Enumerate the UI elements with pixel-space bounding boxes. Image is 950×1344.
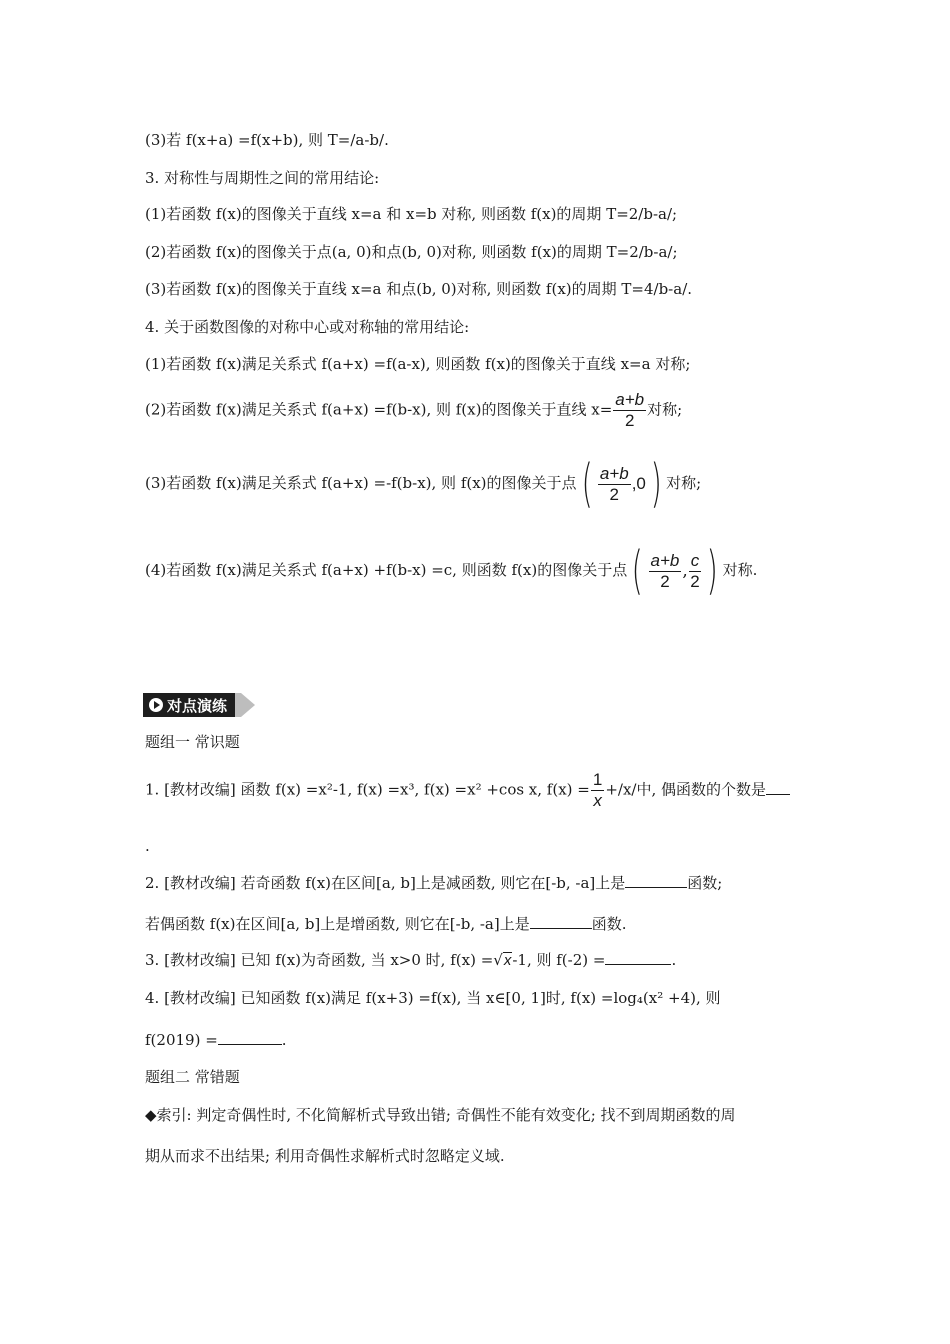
- question-2b-end: 函数.: [591, 915, 627, 933]
- index-note-line-1: ◆索引: 判定奇偶性时, 不化简解析式导致出错; 奇偶性不能有效变化; 找不到周期函数的周: [145, 1106, 736, 1124]
- group-2-title: 题组二 常错题: [145, 1068, 240, 1086]
- fraction: [591, 770, 604, 811]
- rule-4-2: [145, 390, 682, 431]
- rule-4-3: [145, 454, 702, 514]
- fraction: [598, 464, 631, 505]
- left-paren: (: [631, 541, 643, 601]
- fraction-denominator: 2: [609, 484, 619, 504]
- fraction-denominator: 2: [660, 571, 670, 591]
- question-1-text: 1. [教材改编] 函数 f(x) =x²-1, f(x) =x³, f(x) =x² +cos x, f(x) =: [145, 780, 590, 799]
- rule-4-1: (1)若函数 f(x)满足关系式 f(a+x) =f(a-x), 则函数 f(x)的图像关于直线 x=a 对称;: [145, 355, 691, 373]
- heading-3: 3. 对称性与周期性之间的常用结论:: [145, 169, 380, 187]
- fraction: [649, 551, 682, 592]
- rule-3-1: (1)若函数 f(x)的图像关于直线 x=a 和 x=b 对称, 则函数 f(x)的周期 T=2/b-a/;: [145, 205, 678, 223]
- radicand: x: [503, 952, 512, 969]
- rule-4-4-end: 对称.: [722, 561, 758, 579]
- heading-4: 4. 关于函数图像的对称中心或对称轴的常用结论:: [145, 318, 470, 336]
- question-3: [145, 949, 676, 970]
- rule-3-3: (3)若函数 f(x)的图像关于直线 x=a 和点(b, 0)对称, 则函数 f(x)的周期 T=4/b-a/.: [145, 280, 693, 298]
- right-paren: ): [650, 454, 662, 514]
- badge-arrow: [241, 693, 255, 717]
- fraction: [613, 390, 646, 431]
- question-3-text: 3. [教材改编] 已知 f(x)为奇函数, 当 x>0 时, f(x) =: [145, 951, 494, 969]
- rule-4-2-text: (2)若函数 f(x)满足关系式 f(a+x) =f(b-x), 则 f(x)的图像关于直线 x=: [145, 400, 613, 419]
- rule-3-2: (2)若函数 f(x)的图像关于点(a, 0)和点(b, 0)对称, 则函数 f(x)的周期 T=2/b-a/;: [145, 243, 678, 261]
- rule-4-4: [145, 541, 758, 601]
- rule-3-period: (3)若 f(x+a) =f(x+b), 则 T=/a-b/.: [145, 131, 389, 149]
- answer-blank[interactable]: [766, 779, 790, 795]
- left-paren: (: [581, 454, 593, 514]
- question-2b-text: 若偶函数 f(x)在区间[a, b]上是增函数, 则它在[-b, -a]上是: [145, 915, 530, 933]
- fraction-denominator: 2: [690, 571, 700, 591]
- question-2-end: 函数;: [687, 874, 723, 892]
- question-2: [145, 872, 722, 893]
- fraction-numerator: a+b: [599, 463, 629, 483]
- play-icon: [149, 698, 163, 712]
- rule-4-2-end: 对称;: [647, 400, 683, 419]
- badge-body: [143, 693, 235, 717]
- radical-sign: √: [493, 951, 503, 969]
- fraction: [689, 551, 702, 592]
- fraction-numerator: c: [690, 550, 700, 570]
- answer-blank[interactable]: [530, 913, 592, 929]
- question-4: 4. [教材改编] 已知函数 f(x)满足 f(x+3) =f(x), 当 x∈[0, 1]时, f(x) =log₄(x² +4), 则: [145, 989, 721, 1007]
- fraction-numerator: 1: [592, 770, 603, 789]
- question-1: [145, 770, 790, 811]
- rule-4-4-text: (4)若函数 f(x)满足关系式 f(a+x) +f(b-x) =c, 则函数 f(x)的图像关于点: [145, 561, 628, 579]
- question-1-text-end: +/x/中, 偶函数的个数是: [605, 780, 767, 799]
- question-2-part-b: [145, 913, 627, 934]
- badge-title: 对点演练: [167, 696, 228, 715]
- comma: ,: [682, 561, 688, 581]
- question-4-answer-text: f(2019) =: [145, 1031, 218, 1049]
- question-2-text: 2. [教材改编] 若奇函数 f(x)在区间[a, b]上是减函数, 则它在[-b, -a]上是: [145, 874, 626, 892]
- group-1-title: 题组一 常识题: [145, 733, 240, 751]
- fraction-denominator: 2: [624, 411, 635, 430]
- point-y: ,0: [631, 474, 646, 493]
- question-3-period: .: [671, 951, 677, 969]
- index-note-line-2: 期从而求不出结果; 利用奇偶性求解析式时忽略定义域.: [145, 1147, 505, 1165]
- right-paren: ): [706, 541, 718, 601]
- question-4-answer: [145, 1029, 287, 1050]
- question-3-text-end: -1, 则 f(-2) =: [512, 951, 606, 969]
- answer-blank[interactable]: [218, 1029, 282, 1045]
- section-badge: [143, 693, 255, 717]
- answer-blank[interactable]: [605, 949, 671, 965]
- fraction-denominator: x: [593, 791, 602, 810]
- fraction-numerator: a+b: [615, 390, 645, 409]
- rule-4-3-text: (3)若函数 f(x)满足关系式 f(a+x) =-f(b-x), 则 f(x)的图像关于点: [145, 474, 577, 492]
- answer-blank[interactable]: [625, 872, 687, 888]
- question-1-period: .: [145, 837, 150, 855]
- fraction-numerator: a+b: [650, 550, 680, 570]
- rule-4-3-end: 对称;: [666, 474, 702, 492]
- question-4-period: .: [281, 1031, 287, 1049]
